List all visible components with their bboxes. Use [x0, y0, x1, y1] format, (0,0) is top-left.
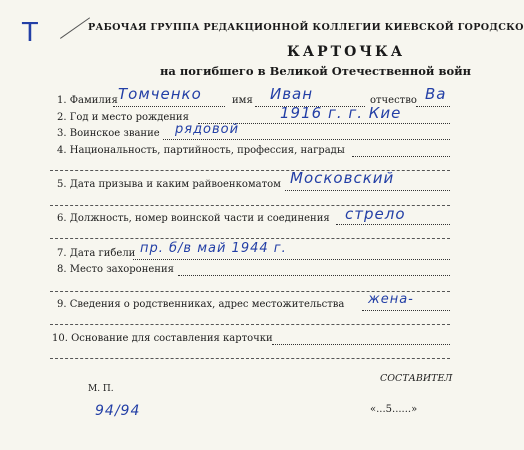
field-1-surname: Томченко: [118, 85, 202, 103]
field-8-label: 8. Место захоронения: [57, 264, 174, 275]
field-5-value: Московский: [290, 169, 395, 187]
archive-number: 94/94: [95, 403, 141, 419]
card-subtitle: на погибшего в Великой Отечественной войн: [160, 64, 472, 78]
field-10-line: [272, 344, 450, 345]
field-7-label: 7. Дата гибели: [57, 248, 136, 259]
field-1-patronymic-label: отчество: [370, 95, 417, 106]
field-2-label: 2. Год и место рождения: [57, 112, 189, 123]
field-2-value: 1916 г. г. Кие: [280, 104, 402, 122]
field-1-label: 1. Фамилия: [57, 95, 118, 106]
diagonal-line: [60, 17, 90, 38]
field-3-value: рядовой: [175, 122, 240, 137]
field-5-line: [285, 190, 450, 191]
field-1-patronymic: Ва: [425, 85, 447, 103]
field-7-value: пр. б/в май 1944 г.: [140, 241, 287, 256]
field-10-continuation-line: [50, 358, 450, 359]
field-7-line: [133, 259, 450, 260]
org-header: РАБОЧАЯ ГРУППА РЕДАКЦИОННОЙ КОЛЛЕГИИ КИЕВСКОЙ ГОРОДСКО: [88, 22, 524, 33]
field-1-name-label: имя: [232, 95, 253, 106]
compile-date: «...5......»: [370, 404, 418, 415]
field-6-label: 6. Должность, номер воинской части и соединения: [57, 213, 330, 224]
stamp-place: М. П.: [88, 384, 114, 394]
field-4-label: 4. Национальность, партийность, профессия, награды: [57, 145, 345, 156]
field-8-line: [178, 275, 450, 276]
field-5-label: 5. Дата призыва и каким райвоенкоматом: [57, 179, 281, 190]
card-title: КАРТОЧКА: [287, 44, 406, 60]
compiler-label: СОСТАВИТЕЛ: [380, 373, 453, 384]
field-6-continuation-line: [50, 238, 450, 239]
field-1-patronymic-line: [416, 106, 450, 107]
field-9-continuation-line: [50, 324, 450, 325]
field-9-value: жена-: [368, 292, 414, 307]
field-6-value: стрело: [345, 205, 406, 223]
field-1-surname-line: [113, 106, 225, 107]
field-9-label: 9. Сведения о родственниках, адрес местожительства: [57, 299, 345, 310]
corner-mark: T: [22, 18, 39, 48]
field-4-line: [352, 156, 450, 157]
field-10-label: 10. Основание для составления карточки: [52, 333, 273, 344]
field-6-line: [336, 224, 450, 225]
field-3-line: [163, 139, 450, 140]
field-9-line: [362, 310, 450, 311]
corner-area: [22, 18, 40, 58]
field-3-label: 3. Воинское звание: [57, 128, 160, 139]
field-1-name: Иван: [270, 85, 314, 103]
